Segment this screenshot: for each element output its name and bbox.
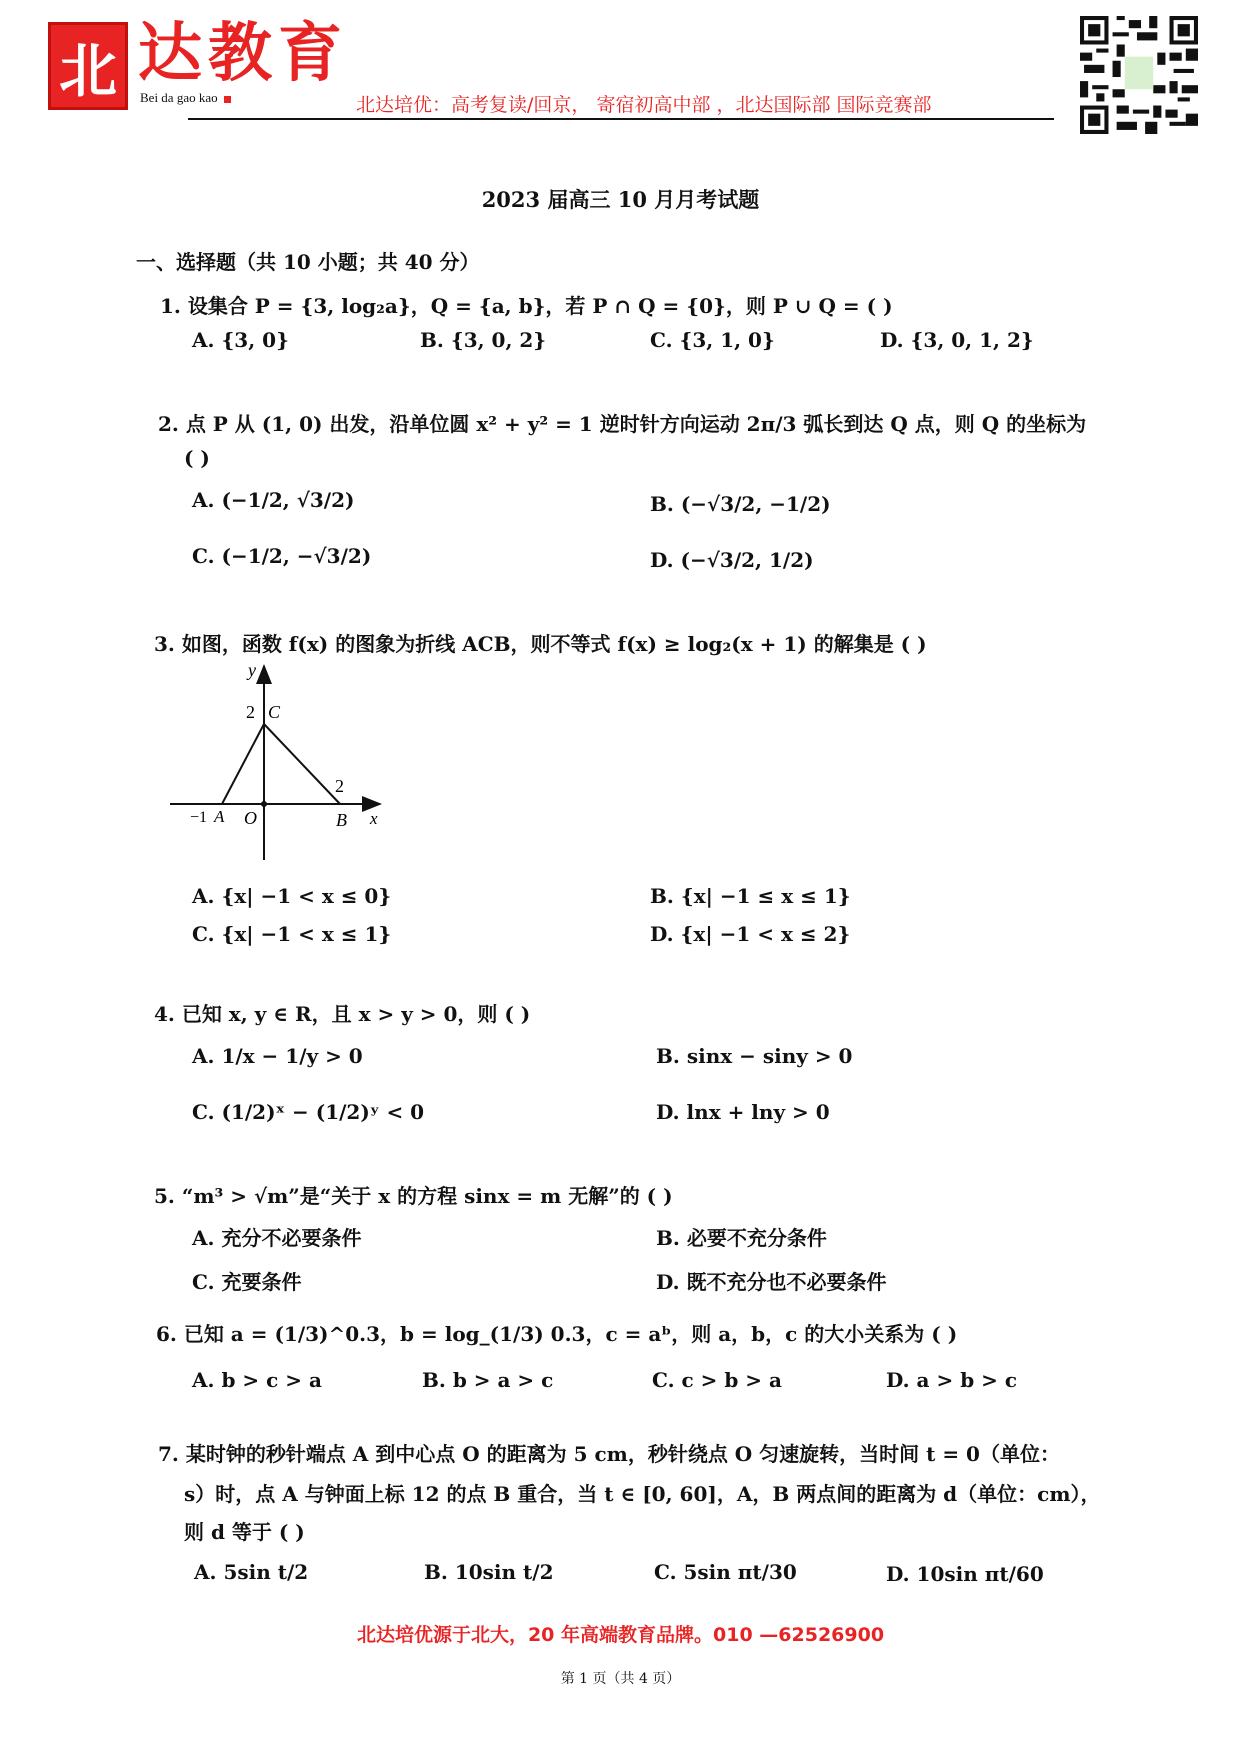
question-7-stem: 7. 某时钟的秒针端点 A 到中心点 O 的距离为 5 cm，秒针绕点 O 匀速旋转，当时间 t = 0（单位： [158, 1442, 1060, 1466]
q5-option-d[interactable]: D. 既不充分也不必要条件 [656, 1270, 887, 1294]
y-label: y [248, 660, 256, 680]
question-2-stem-cont: ( ) [184, 446, 210, 470]
q2-option-b[interactable]: B. (−√3/2, −1/2) [650, 492, 831, 516]
q1-option-d[interactable]: D. {3, 0, 1, 2} [880, 328, 1034, 352]
q5-option-b[interactable]: B. 必要不充分条件 [656, 1226, 827, 1250]
question-2-stem: 2. 点 P 从 (1, 0) 出发，沿单位圆 x² + y² = 1 逆时针方向运动 2π/3 弧长到达 Q 点，则 Q 的坐标为 [158, 412, 1087, 436]
footer-slogan: 北达培优源于北大，20 年高端教育品牌。010 —62526900 [356, 1624, 885, 1646]
logo-subtitle [140, 90, 231, 106]
q2-option-d[interactable]: D. (−√3/2, 1/2) [650, 548, 814, 572]
q2-option-c[interactable]: C. (−1/2, −√3/2) [192, 544, 372, 568]
question-4-stem: 4. 已知 x, y ∈ R，且 x > y > 0，则 ( ) [154, 1002, 531, 1026]
label-c: C [268, 702, 281, 722]
square-icon [224, 96, 231, 103]
q7-option-d[interactable]: D. 10sin πt/60 [886, 1562, 1044, 1586]
label-a: A [214, 807, 225, 826]
question-7-stem-3: 则 d 等于 ( ) [184, 1520, 305, 1544]
q7-option-c[interactable]: C. 5sin πt/30 [654, 1560, 797, 1584]
q6-option-a[interactable]: A. b > c > a [192, 1368, 322, 1392]
question-6-stem: 6. 已知 a = (1/3)^0.3，b = log_(1/3) 0.3，c = aᵇ，则 a，b，c 的大小关系为 ( ) [156, 1322, 958, 1346]
q5-option-a[interactable]: A. 充分不必要条件 [192, 1226, 362, 1250]
origin-point [261, 801, 267, 807]
q5-option-c[interactable]: C. 充要条件 [192, 1270, 302, 1294]
q3-option-a[interactable]: A. {x| −1 < x ≤ 0} [192, 884, 392, 908]
q6-option-c[interactable]: C. c > b > a [652, 1368, 782, 1392]
q4-option-a[interactable]: A. 1/x − 1/y > 0 [192, 1044, 363, 1068]
section-heading: 一、选择题（共 10 小题；共 40 分） [136, 250, 480, 274]
q3-option-d[interactable]: D. {x| −1 < x ≤ 2} [650, 922, 851, 946]
q4-option-d[interactable]: D. lnx + lny > 0 [656, 1100, 830, 1124]
logo-text: 达教育 [138, 16, 348, 91]
x-tick-neg1: −1 [190, 809, 208, 826]
label-b: B [336, 810, 347, 830]
exam-title: 2023 届高三 10 月月考试题 [481, 187, 760, 212]
q7-option-a[interactable]: A. 5sin t/2 [194, 1560, 309, 1584]
q1-option-c[interactable]: C. {3, 1, 0} [650, 328, 775, 352]
q1-option-b[interactable]: B. {3, 0, 2} [420, 328, 547, 352]
x-tick-2: 2 [335, 776, 344, 796]
header-divider [188, 118, 1054, 120]
question-1-stem: 1. 设集合 P = {3, log₂a}，Q = {a, b}，若 P ∩ Q = {0}，则 P ∪ Q = ( ) [160, 294, 893, 318]
polyline-acb [222, 724, 340, 804]
q4-option-b[interactable]: B. sinx − siny > 0 [656, 1044, 853, 1068]
question-3-stem: 3. 如图，函数 f(x) 的图象为折线 ACB，则不等式 f(x) ≥ log₂(x + 1) 的解集是 ( ) [154, 632, 927, 656]
page-number: 第 1 页（共 4 页） [560, 1671, 681, 1687]
q1-option-a[interactable]: A. {3, 0} [192, 328, 289, 352]
q2-option-a[interactable]: A. (−1/2, √3/2) [192, 488, 355, 512]
x-label: x [370, 809, 378, 828]
label-o: O [244, 808, 257, 828]
q3-figure [170, 660, 400, 870]
logo-mark [48, 22, 128, 110]
q6-option-b[interactable]: B. b > a > c [422, 1368, 554, 1392]
logo-char: 北 [58, 37, 117, 105]
header-slogan: 北达培优：高考复读/回京， 寄宿初高中部 ，北达国际部 国际竞赛部 [356, 94, 932, 116]
y-tick-2: 2 [246, 702, 255, 722]
q3-option-b[interactable]: B. {x| −1 ≤ x ≤ 1} [650, 884, 851, 908]
logo-subtitle-text: Bei da gao kao [140, 90, 218, 105]
q6-option-d[interactable]: D. a > b > c [886, 1368, 1018, 1392]
question-7-stem-2: s）时，点 A 与钟面上标 12 的点 B 重合，当 t ∈ [0, 60]，A，B 两点间的距离为 d（单位：cm）， [184, 1482, 1101, 1506]
q4-option-c[interactable]: C. (1/2)ˣ − (1/2)ʸ < 0 [192, 1100, 425, 1124]
question-5-stem: 5. “m³ > √m”是“关于 x 的方程 sinx = m 无解”的 ( ) [154, 1184, 673, 1208]
qr-code-icon [1080, 16, 1198, 134]
q3-option-c[interactable]: C. {x| −1 < x ≤ 1} [192, 922, 392, 946]
q7-option-b[interactable]: B. 10sin t/2 [424, 1560, 554, 1584]
